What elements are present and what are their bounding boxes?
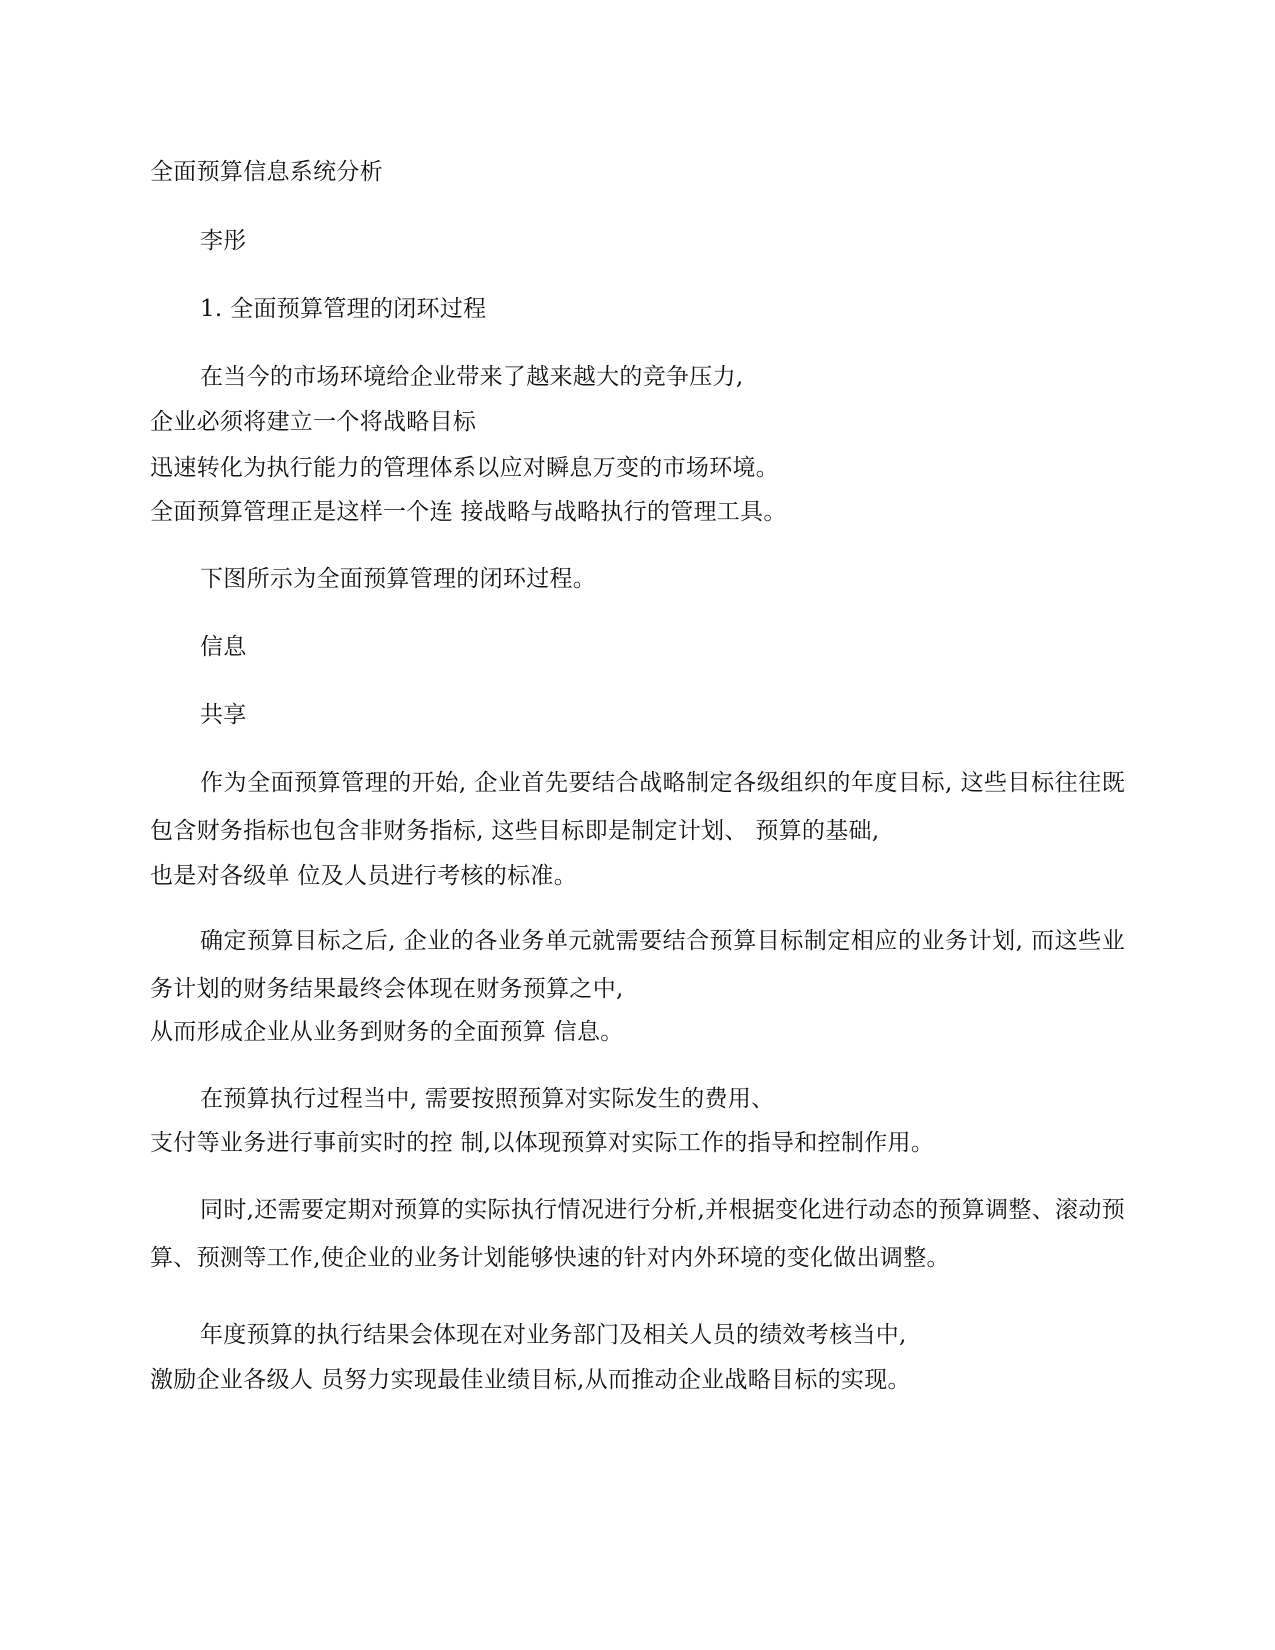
paragraph-plans: 确定预算目标之后, 企业的各业务单元就需要结合预算目标制定相应的业务计划, 而这些业务计划的财务结果最终会体现在财务预算之中, [150,928,1125,1002]
paragraph-performance-line-2: 激励企业各级人 员努力实现最佳业绩目标,从而推动企业战略目标的实现。 [150,1367,911,1393]
section-heading: 1. 全面预算管理的闭环过程 [200,296,487,322]
intro-line-1: 在当今的市场环境给企业带来了越来越大的竞争压力, [200,364,744,390]
intro-line-2: 企业必须将建立一个将战略目标 [150,409,477,435]
paragraph-control-line-1: 在预算执行过程当中, 需要按照预算对实际发生的费用、 [200,1086,775,1112]
document-title: 全面预算信息系统分析 [150,159,383,185]
figure-label-info: 信息 [200,634,247,660]
figure-label-share: 共享 [200,702,247,728]
author-name: 李彤 [200,228,247,254]
paragraph-plans-tail: 从而形成企业从业务到财务的全面预算 信息。 [150,1019,624,1045]
paragraph-goals-tail: 也是对各级单 位及人员进行考核的标准。 [150,863,578,889]
paragraph-control-line-2: 支付等业务进行事前实时的控 制,以体现预算对实际工作的指导和控制作用。 [150,1130,935,1156]
paragraph-goals: 作为全面预算管理的开始, 企业首先要结合战略制定各级组织的年度目标, 这些目标往往既包含财务指标也包含非财务指标, 这些目标即是制定计划、 预算的基础, [150,770,1125,844]
figure-caption: 下图所示为全面预算管理的闭环过程。 [200,566,597,592]
paragraph-performance-line-1: 年度预算的执行结果会体现在对业务部门及相关人员的绩效考核当中, [200,1322,907,1348]
intro-line-4: 全面预算管理正是这样一个连 接战略与战略执行的管理工具。 [150,499,787,525]
paragraph-analysis: 同时,还需要定期对预算的实际执行情况进行分析,并根据变化进行动态的预算调整、滚动预算、预测等工作,使企业的业务计划能够快速的针对内外环境的变化做出调整。 [150,1197,1125,1271]
intro-line-3: 迅速转化为执行能力的管理体系以应对瞬息万变的市场环境。 [150,455,780,481]
